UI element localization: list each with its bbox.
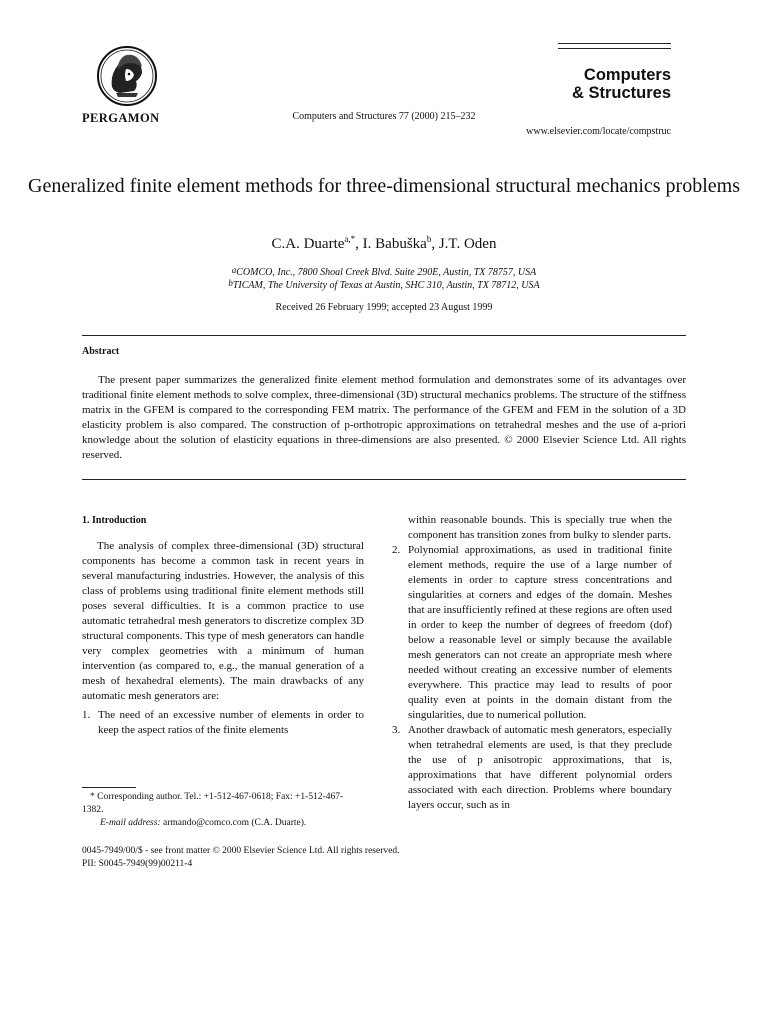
list-item-text: The need of an excessive number of elements in order to keep the aspect ratios of the finite elements <box>98 709 364 736</box>
section-heading: 1. Introduction <box>82 515 147 526</box>
author-superscript: a,* <box>344 234 356 244</box>
journal-brand-line1: Computers <box>583 66 671 84</box>
abstract-text: The present paper summarizes the generalized finite element method formulation and demonstrates some of its advantages over traditional finite element methods to solve complex, three-dimensional (3D) structural mechanics problems. The structure of the stiffness matrix in the GFEM is compared to the corresponding FEM matrix. The performance of the GFEM and FEM in the solution of a 3D elasticity problem is also compared. The construction of p-orthotropic approximations on tetrahedral meshes and the use of a-priori knowledge about the solution of elasticity equations in three-dimensions are also presented. © 2000 Elsevier Science Ltd. All rights reserved. <box>82 374 686 461</box>
list-item <box>392 543 672 723</box>
affiliation-mark: a <box>231 265 237 275</box>
abstract-heading: Abstract <box>82 346 120 357</box>
intro-paragraph: The analysis of complex three-dimensional (3D) structural components has become a common task in recent years in several manufacturing industries. However, the analysis of this class of problems using traditional finite element methods still poses several difficulties. It is a common practice to use automatic tetrahedral mesh generators to discretize complex 3D structural components. This type of mesh generators can handle very complex geometries with a minimum of human intervention (as compared to, e.g., the manual generation of a mesh of hexahedral elements). The main drawbacks of any automatic mesh generators are: <box>82 540 364 702</box>
body-column-left <box>82 513 364 738</box>
page-footer <box>82 845 399 871</box>
body-column-right <box>392 513 672 813</box>
list-item <box>392 723 672 813</box>
footer-copyright: 0045-7949/00/$ - see front matter © 2000 Elsevier Science Ltd. All rights reserved. <box>82 846 400 856</box>
footer-pii: PII: S0045-7949(99)00211-4 <box>82 859 193 869</box>
affiliation-mark: b <box>228 278 233 288</box>
author-name: C.A. Duarte <box>271 236 345 252</box>
affiliation-text: COMCO, Inc., 7800 Shoal Creek Blvd. Suite 290E, Austin, TX 78757, USA <box>236 267 537 278</box>
list-item-continuation: within reasonable bounds. This is specially true when the component has transition zones from bulky to slender parts. <box>408 514 672 541</box>
header-rule-thick <box>558 43 671 44</box>
footnote-corresponding: * Corresponding author. Tel.: +1-512-467-0618; Fax: +1-512-467-1382. <box>82 792 344 815</box>
author-name: J.T. Oden <box>438 236 497 252</box>
affiliation-a <box>0 267 768 278</box>
list-item-text: Another drawback of automatic mesh generators, especially when tetrahedral elements are used, is that they preclude the use of p anisotropic approximations, that is, approximations that have different polynomial orders associated with each direction. Problems where boundary layers occur, such as in <box>408 724 672 811</box>
publisher-logo <box>96 45 158 107</box>
footnote <box>82 791 364 830</box>
author-list: C.A. Duarte$^{a,*}$, I. Babuška$^b$, J.T. Oden <box>271 234 497 252</box>
email-link[interactable]: armando@comco.com (C.A. Duarte). <box>162 818 307 828</box>
list-item-number: 3. <box>392 724 401 736</box>
footnote-email <box>82 817 364 830</box>
journal-brand <box>572 66 671 102</box>
article-title: Generalized finite element methods for three-dimensional structural mechanics problems <box>28 175 740 197</box>
affiliation-b <box>0 280 768 291</box>
journal-url-link[interactable]: www.elsevier.com/locate/compstruc <box>526 126 671 137</box>
list-item-text: Polynomial approximations, as used in traditional finite element methods, require the use of a large number of elements in order to capture stress concentrations and singularities at corners and edges of the domain. Meshes that are insufficiently refined at these regions are often used in order to keep the number of degrees of freedom (dof) below a reasonable level or simply because the available mesh generators can not create an appropriate mesh where needed without creating an excessive number of elements everywhere. This practice may lead to results of poor quality even at points in the domain distant from the singularities, due to numerical pollution. <box>408 544 672 721</box>
footnote-rule <box>82 787 136 788</box>
list-item <box>82 708 364 738</box>
list-item-number: 2. <box>392 544 401 556</box>
author-name: I. Babuška <box>362 236 427 252</box>
abstract-rule-bottom <box>82 479 686 480</box>
received-dates: Received 26 February 1999; accepted 23 August 1999 <box>275 302 493 313</box>
affiliation-text: TICAM, The University of Texas at Austin, SHC 310, Austin, TX 78712, USA <box>232 280 540 291</box>
email-label: E-mail address: <box>100 818 161 828</box>
journal-citation: Computers and Structures 77 (2000) 215–232 <box>292 111 476 122</box>
list-item-number: 1. <box>82 709 91 721</box>
abstract-rule-top <box>82 335 686 336</box>
author-superscript: b <box>426 234 432 244</box>
publisher-name: PERGAMON <box>82 111 160 125</box>
journal-brand-line2: & Structures <box>571 84 671 102</box>
header-rule-thin <box>558 48 671 49</box>
